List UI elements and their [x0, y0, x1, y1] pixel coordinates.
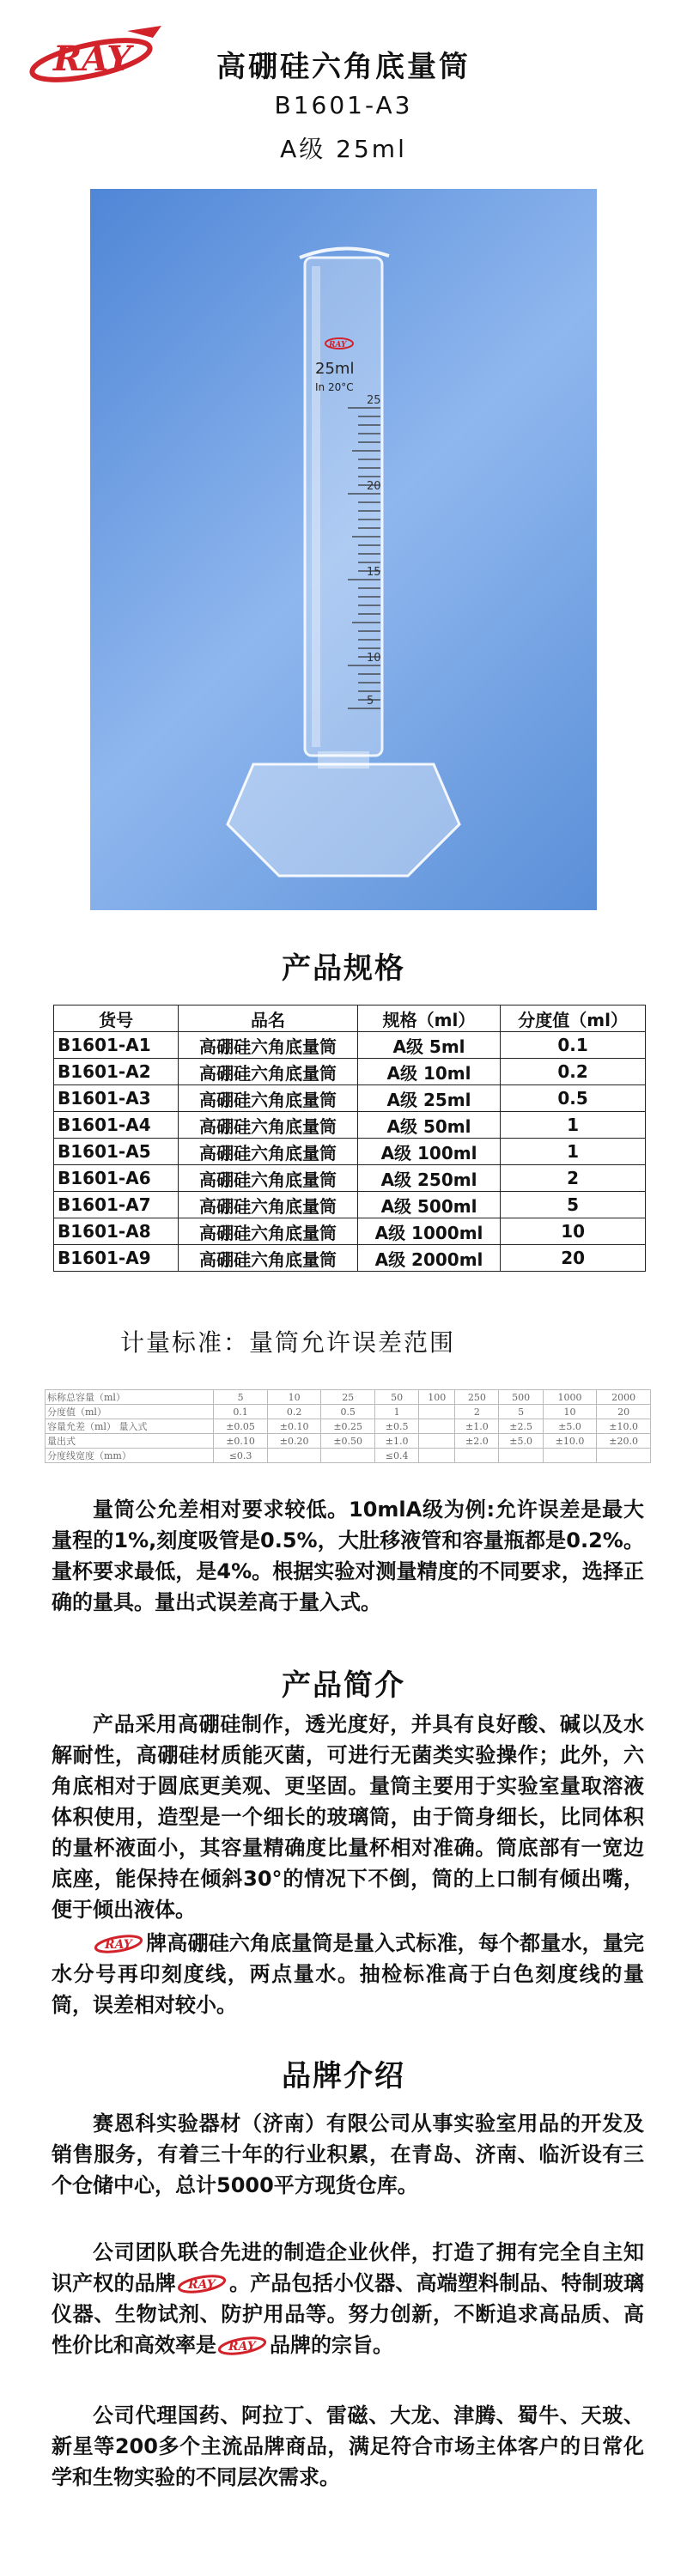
- tolerance-table-cell: [419, 1449, 455, 1463]
- svg-text:RAY: RAY: [187, 2278, 216, 2292]
- tolerance-table-cell: 50: [374, 1390, 418, 1405]
- spec-table-cell: 2: [501, 1165, 646, 1192]
- scale-label-25: 25: [367, 394, 381, 407]
- tolerance-table-cell: 1000: [543, 1390, 597, 1405]
- tolerance-table-cell: ±0.50: [321, 1434, 375, 1449]
- brand-paragraph-2-c: 品牌的宗旨。: [270, 2333, 393, 2357]
- brand-paragraph-2-b: 。产品包括小仪器、高端塑料制品、特制玻璃仪器、生物试剂、防护用品等。努力创新，不断追求高品质、高性价比和高效率是: [52, 2271, 645, 2357]
- tolerance-table-cell: ±20.0: [597, 1434, 651, 1449]
- spec-table-cell: B1601-A6: [54, 1165, 179, 1192]
- tolerance-table-cell: ≤0.3: [214, 1449, 268, 1463]
- spec-table-cell: 5: [501, 1192, 646, 1218]
- intro-paragraph-1: 产品采用高硼硅制作，透光度好，并具有良好酸、碱以及水解耐性，高硼硅材质能灭菌，可进行无菌类实验操作；此外，六角底相对于圆底更美观、更坚固。量筒主要用于实验室量取溶液体积使用，造型是一个细长的玻璃筒，由于筒身细长，比同体积的量杯液面小，其容量精确度比量杯相对准确。筒底部有一宽边底座，能保持在倾斜30°的情况下不倒，筒的上口制有倾出嘴，便于倾出液体。: [52, 1712, 644, 1922]
- spec-section-title: 产品规格: [282, 951, 405, 986]
- product-title: 高硼硅六角底量筒: [216, 50, 471, 84]
- tolerance-table-cell: ±0.05: [214, 1419, 268, 1434]
- spec-table-cell: B1601-A1: [54, 1032, 179, 1059]
- tolerance-table-cell: 5: [214, 1390, 268, 1405]
- cylinder-volume-marking: 25ml: [315, 360, 355, 378]
- tolerance-table-cell: 分度线宽度（mm）: [46, 1449, 214, 1463]
- tolerance-table: [45, 1389, 651, 1463]
- spec-table-cell: 高硼硅六角底量筒: [179, 1032, 358, 1059]
- tolerance-table-cell: [499, 1449, 543, 1463]
- spec-table-cell: 高硼硅六角底量筒: [179, 1245, 358, 1272]
- spec-table-cell: A级 10ml: [357, 1059, 500, 1085]
- graduated-cylinder-illustration: [90, 189, 597, 910]
- spec-table-cell: B1601-A8: [54, 1218, 179, 1245]
- spec-table-header: [54, 1005, 646, 1032]
- inline-brand-logo: [93, 1931, 146, 1955]
- svg-text:RAY: RAY: [105, 1938, 132, 1952]
- cylinder-temp-marking: In 20°C: [315, 381, 354, 393]
- tolerance-table-cell: 10: [267, 1390, 321, 1405]
- svg-text:RAY: RAY: [53, 39, 131, 79]
- tolerance-table-cell: 标称总容量（ml）: [46, 1390, 214, 1405]
- spec-table-cell: 1: [501, 1112, 646, 1139]
- spec-table-cell: A级 5ml: [357, 1032, 500, 1059]
- spec-table-row: [54, 1139, 646, 1165]
- spec-table-cell: A级 1000ml: [357, 1218, 500, 1245]
- spec-table-row: [54, 1165, 646, 1192]
- svg-text:RAY: RAY: [329, 341, 347, 349]
- col-header-name: 品名: [179, 1005, 358, 1032]
- tolerance-table-cell: 25: [321, 1390, 375, 1405]
- tolerance-table-row: [46, 1419, 651, 1434]
- spec-table-cell: A级 50ml: [357, 1112, 500, 1139]
- spec-table-row: [54, 1218, 646, 1245]
- tolerance-table-cell: 0.1: [214, 1405, 268, 1419]
- spec-table-cell: A级 100ml: [357, 1139, 500, 1165]
- brand-paragraph-2: [52, 2237, 644, 2360]
- brand-paragraph-1: 赛恩科实验器材（济南）有限公司从事实验室用品的开发及销售服务，有着三十年的行业积累，在青岛、济南、临沂设有三个仓储中心，总计5000平方现货仓库。: [52, 2111, 644, 2197]
- product-photo: [90, 189, 597, 910]
- col-header-code: 货号: [54, 1005, 179, 1032]
- spec-table-cell: A级 2000ml: [357, 1245, 500, 1272]
- spec-table-cell: B1601-A5: [54, 1139, 179, 1165]
- spec-table-cell: B1601-A9: [54, 1245, 179, 1272]
- tolerance-table-cell: 1: [374, 1405, 418, 1419]
- spec-table-cell: 高硼硅六角底量筒: [179, 1139, 358, 1165]
- spec-table-cell: B1601-A3: [54, 1085, 179, 1112]
- tolerance-table-cell: 100: [419, 1390, 455, 1405]
- tolerance-table-cell: 5: [499, 1405, 543, 1419]
- spec-table-cell: 高硼硅六角底量筒: [179, 1112, 358, 1139]
- tolerance-title: 计量标准：量筒允许误差范围: [120, 1328, 456, 1357]
- col-header-division: 分度值（ml）: [501, 1005, 646, 1032]
- tolerance-table-cell: 10: [543, 1405, 597, 1419]
- tolerance-table-cell: 0.2: [267, 1405, 321, 1419]
- spec-table-cell: A级 25ml: [357, 1085, 500, 1112]
- spec-table-cell: A级 250ml: [357, 1165, 500, 1192]
- spec-table-row: [54, 1245, 646, 1272]
- tolerance-table-cell: 分度值（ml）: [46, 1405, 214, 1419]
- tolerance-table-cell: 容量允差（ml） 量入式: [46, 1419, 214, 1434]
- inline-brand-logo: [176, 2271, 229, 2295]
- spec-table: [53, 1005, 646, 1272]
- inline-brand-logo: [216, 2333, 270, 2357]
- tolerance-table-row: [46, 1434, 651, 1449]
- brand-paragraph-2-a: 公司团队联合先进的制造企业伙伴，打造了拥有完全自主知识产权的品牌: [52, 2240, 644, 2295]
- tolerance-table-cell: 20: [597, 1405, 651, 1419]
- tolerance-table-row: [46, 1390, 651, 1405]
- header: [0, 0, 687, 180]
- spec-table-cell: B1601-A7: [54, 1192, 179, 1218]
- spec-table-cell: 0.5: [501, 1085, 646, 1112]
- tolerance-table-cell: [419, 1419, 455, 1434]
- tolerance-table-cell: ±1.0: [374, 1434, 418, 1449]
- svg-text:RAY: RAY: [228, 2340, 256, 2354]
- spec-table-row: [54, 1032, 646, 1059]
- tolerance-table-cell: ±0.25: [321, 1419, 375, 1434]
- tolerance-table-cell: [267, 1449, 321, 1463]
- spec-table-row: [54, 1192, 646, 1218]
- tolerance-table-cell: 500: [499, 1390, 543, 1405]
- tolerance-table-cell: ±2.0: [455, 1434, 499, 1449]
- tolerance-table-cell: ±0.5: [374, 1419, 418, 1434]
- scale-label-10: 10: [367, 652, 381, 665]
- tolerance-table-cell: ±5.0: [543, 1419, 597, 1434]
- spec-table-cell: 高硼硅六角底量筒: [179, 1218, 358, 1245]
- tolerance-table-cell: 量出式: [46, 1434, 214, 1449]
- tolerance-table-cell: 0.5: [321, 1405, 375, 1419]
- spec-table-row: [54, 1112, 646, 1139]
- tolerance-table-cell: ±10.0: [597, 1419, 651, 1434]
- product-spec: A级 25ml: [280, 135, 407, 163]
- spec-table-cell: 高硼硅六角底量筒: [179, 1085, 358, 1112]
- tolerance-table-cell: [543, 1449, 597, 1463]
- brand-section-title: 品牌介绍: [282, 2059, 405, 2093]
- tolerance-table-cell: ±1.0: [455, 1419, 499, 1434]
- spec-table-cell: A级 500ml: [357, 1192, 500, 1218]
- spec-table-cell: 0.1: [501, 1032, 646, 1059]
- tolerance-table-cell: [597, 1449, 651, 1463]
- tolerance-description: 量筒公允差相对要求较低。10mlA级为例:允许误差是最大量程的1%,刻度吸管是0.5%，大肚移液管和容量瓶都是0.2%。量杯要求最低，是4%。根据实验对测量精度的不同要求，选择正确的量具。量出式误差高于量入式。: [52, 1498, 644, 1614]
- spec-table-cell: 10: [501, 1218, 646, 1245]
- tolerance-table-cell: 2: [455, 1405, 499, 1419]
- tolerance-table-cell: ±5.0: [499, 1434, 543, 1449]
- intro-section-title: 产品简介: [282, 1668, 405, 1703]
- spec-table-cell: 高硼硅六角底量筒: [179, 1192, 358, 1218]
- scale-label-5: 5: [367, 695, 374, 708]
- spec-table-cell: 高硼硅六角底量筒: [179, 1165, 358, 1192]
- spec-table-cell: 高硼硅六角底量筒: [179, 1059, 358, 1085]
- product-model: B1601-A3: [274, 91, 413, 119]
- intro-paragraph-2-text: 牌高硼硅六角底量筒是量入式标准，每个都量水，量完水分号再印刻度线，两点量水。抽检标准高于白色刻度线的量筒，误差相对较小。: [52, 1931, 644, 2017]
- tolerance-table-cell: ≤0.4: [374, 1449, 418, 1463]
- intro-paragraph-2: [52, 1928, 644, 2020]
- scale-label-15: 15: [367, 566, 381, 579]
- tolerance-table-cell: 250: [455, 1390, 499, 1405]
- spec-table-row: [54, 1059, 646, 1085]
- scale-label-20: 20: [367, 480, 381, 493]
- tolerance-table-cell: ±0.10: [214, 1434, 268, 1449]
- tolerance-table-cell: [419, 1405, 455, 1419]
- tolerance-table-cell: ±10.0: [543, 1434, 597, 1449]
- spec-table-cell: 20: [501, 1245, 646, 1272]
- spec-table-row: [54, 1085, 646, 1112]
- tolerance-table-cell: [321, 1449, 375, 1463]
- spec-table-cell: B1601-A4: [54, 1112, 179, 1139]
- tolerance-table-cell: [419, 1434, 455, 1449]
- tolerance-table-cell: 2000: [597, 1390, 651, 1405]
- spec-table-cell: B1601-A2: [54, 1059, 179, 1085]
- col-header-volume: 规格（ml）: [357, 1005, 500, 1032]
- tolerance-table-cell: ±0.20: [267, 1434, 321, 1449]
- tolerance-table-row: [46, 1405, 651, 1419]
- tolerance-table-row: [46, 1449, 651, 1463]
- spec-table-cell: 0.2: [501, 1059, 646, 1085]
- tolerance-table-cell: ±2.5: [499, 1419, 543, 1434]
- tolerance-table-cell: [455, 1449, 499, 1463]
- spec-table-cell: 1: [501, 1139, 646, 1165]
- tolerance-table-cell: ±0.10: [267, 1419, 321, 1434]
- brand-paragraph-3: 公司代理国药、阿拉丁、雷磁、大龙、津腾、蜀牛、天玻、新星等200多个主流品牌商品，满足符合市场主体客户的日常化学和生物实验的不同层次需求。: [52, 2403, 644, 2489]
